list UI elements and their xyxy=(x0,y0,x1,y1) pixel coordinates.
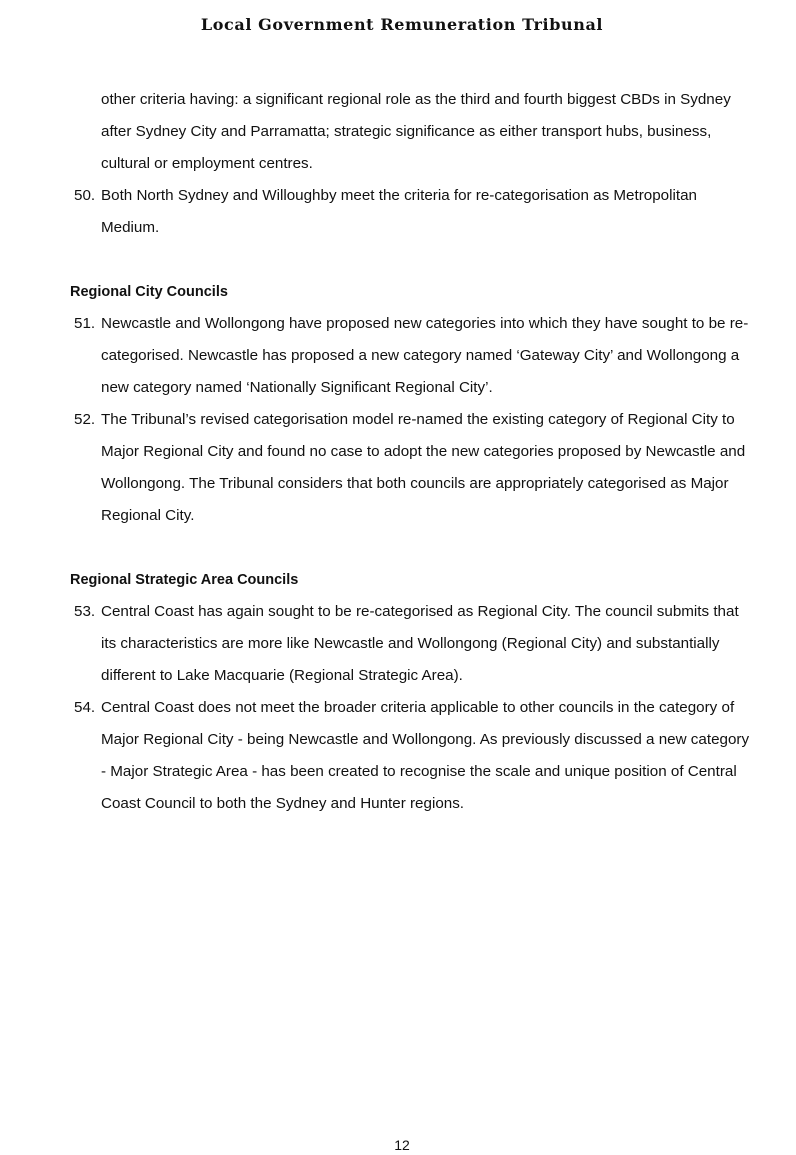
page-header-title: Local Government Remuneration Tribunal xyxy=(200,15,604,34)
paragraph-text: Both North Sydney and Willoughby meet the criteria for re-categorisation as Metropolitan Medium. xyxy=(101,187,697,236)
continuation-paragraph xyxy=(70,84,750,180)
paragraph-number: 50. xyxy=(74,187,96,204)
paragraph-51 xyxy=(70,308,750,404)
paragraph-text: The Tribunal’s revised categorisation model re-named the existing category of Regional City to Major Regional City and found no case to adopt the new categories proposed by Newcastle and Wollongong. The Tribunal considers that both councils are appropriately categorised as Major Regional City. xyxy=(101,411,746,524)
paragraph-number: 51. xyxy=(74,315,96,332)
section-spacer xyxy=(70,532,750,564)
paragraph-50 xyxy=(70,180,750,244)
paragraph-number: 54. xyxy=(74,699,96,716)
section-spacer xyxy=(70,244,750,276)
paragraph-52 xyxy=(70,404,750,532)
paragraph-54 xyxy=(70,692,750,820)
paragraph-53 xyxy=(70,596,750,692)
continuation-text: other criteria having: a significant regional role as the third and fourth biggest CBDs in Sydney after Sydney City and Parramatta; strategic significance as either transport hubs, business, cultural or employment centres. xyxy=(101,91,731,172)
document-body xyxy=(70,84,750,820)
paragraph-text: Central Coast has again sought to be re-categorised as Regional City. The council submits that its characteristics are more like Newcastle and Wollongong (Regional City) and substantially different to Lake Macquarie (Regional Strategic Area). xyxy=(101,603,739,684)
section-heading-regional-strategic: Regional Strategic Area Councils xyxy=(70,572,299,588)
page-number: 12 xyxy=(394,1137,410,1153)
section-heading-regional-city: Regional City Councils xyxy=(70,284,228,300)
paragraph-text: Newcastle and Wollongong have proposed new categories into which they have sought to be re-categorised. Newcastle has proposed a new category named ‘Gateway City’ and Wollongong a new category named ‘Nationally Significant Regional City’. xyxy=(101,315,749,396)
paragraph-number: 53. xyxy=(74,603,96,620)
paragraph-text: Central Coast does not meet the broader criteria applicable to other councils in the category of Major Regional City - being Newcastle and Wollongong. As previously discussed a new category - Major Strategic Area - has been created to recognise the scale and unique position of Central Coast Council to both the Sydney and Hunter regions. xyxy=(101,699,750,812)
paragraph-number: 52. xyxy=(74,411,96,428)
